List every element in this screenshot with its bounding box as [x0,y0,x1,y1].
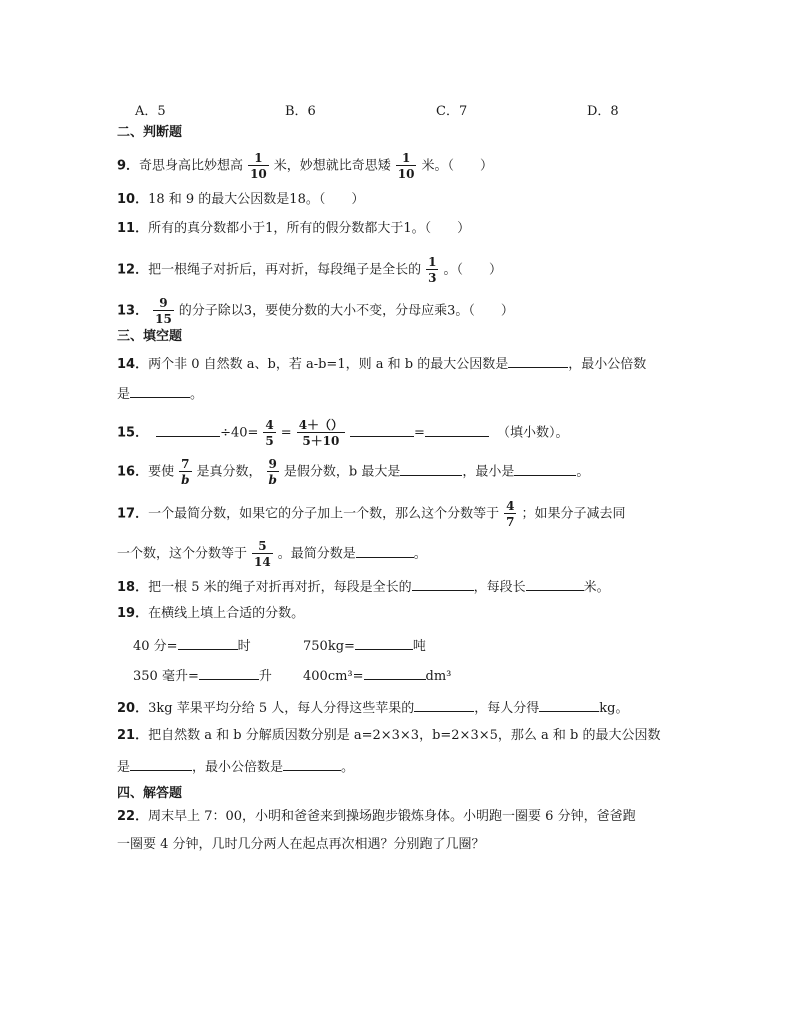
answer-blank[interactable] [355,635,413,650]
question-text: ，每人分得 [474,701,540,716]
question-text: ，最小是 [462,464,515,480]
question-text: dm³ [425,669,452,684]
question-text: kg。 [599,701,629,716]
fraction: $\frac{1}{10}$ [250,151,267,181]
question-text: 是假分数，b 最大是 [283,464,401,480]
question-18 [117,576,610,598]
answer-blank[interactable] [414,697,474,712]
answer-blank[interactable] [283,756,341,771]
answer-blank[interactable] [508,353,568,368]
question-text: 米。（ ） [421,158,493,174]
question-number: 13． [117,303,149,319]
question-text: 。 [576,464,590,480]
question-19-row-2 [133,665,272,687]
question-19-row-2b [303,665,451,687]
answer-blank[interactable] [364,665,426,680]
fraction: $\frac{4+()}{5+10}$ [298,418,344,448]
answer-blank[interactable] [400,461,462,476]
question-text: 3kg 苹果平均分给 5 人，每人分得这些苹果的 [148,701,415,716]
question-text: ，每段长 [473,580,526,595]
question-21 [117,726,660,746]
question-text: = [414,425,425,441]
question-text: 要使 [148,464,175,480]
question-text: 把一根 5 米的绳子对折再对折，每段是全长的 [148,580,412,595]
question-text: 一个最简分数，如果它的分子加上一个数，那么这个分数等于 [148,506,500,522]
question-text: = [280,425,292,441]
question-number: 14． [117,357,149,372]
fraction: $\frac{1}{3}$ [428,255,437,285]
answer-blank[interactable] [350,422,414,437]
question-text: 18 和 9 的最大公因数是18。（ ） [148,192,365,207]
question-number: 9． [117,158,140,174]
option-c: C．7 [436,104,468,119]
question-text: 40 分= [133,639,178,654]
question-text: ÷40= [220,425,259,441]
question-text: 把一根绳子对折后，再对折，每段绳子是全长的 [148,262,422,278]
option-d: D．8 [587,104,619,119]
answer-blank[interactable] [356,543,414,558]
question-text: 两个非 0 自然数 a、b，若 a-b=1，则 a 和 b 的最大公因数是 [148,357,509,372]
section-title-solve: 四、解答题 [117,786,183,801]
question-number: 12． [117,262,149,278]
question-9 [117,151,493,181]
answer-blank[interactable] [412,576,474,591]
question-text: 是真分数， [196,464,262,480]
question-text: 是 [117,387,131,402]
question-text: ，最小公倍数是 [192,760,284,775]
question-14 [117,353,646,375]
question-number: 18． [117,580,149,595]
question-text: 400cm³= [303,669,364,684]
question-number: 22． [117,809,149,824]
question-text: 的分子除以3，要使分数的大小不变，分母应乘3。（ ） [178,303,514,319]
question-text: 。（ ） [443,262,502,278]
question-number: 10． [117,192,149,207]
question-text: 米，妙想就比奇思矮 [273,158,391,174]
question-text: 吨 [412,639,426,654]
question-16 [117,457,589,487]
question-number: 19． [117,606,149,621]
answer-blank[interactable] [539,697,599,712]
question-text: 。 [341,760,355,775]
answer-blank[interactable] [199,665,259,680]
question-11 [117,219,470,239]
fraction: $\frac{7}{b}$ [181,457,190,487]
question-10 [117,190,364,210]
answer-blank[interactable] [156,422,220,437]
option-b: B．6 [285,104,316,119]
question-text: 750kg= [303,639,355,654]
question-text: 升 [258,669,272,684]
question-text: （填小数）。 [496,425,569,441]
question-22-cont [117,835,485,855]
question-text: 一个数，这个分数等于 [117,546,248,562]
fraction: $\frac{9}{b}$ [268,457,277,487]
question-17-cont [117,539,427,569]
fraction: $\frac{5}{14}$ [254,539,271,569]
question-text: 。 [190,387,204,402]
question-text: 是 [117,760,131,775]
question-17 [117,499,625,529]
section-title-judge: 二、判断题 [117,125,183,140]
question-21-cont [117,756,354,778]
question-text: 把自然数 a 和 b 分解质因数分别是 a=2×3×3，b=2×3×5，那么 a 和 b 的最大公因数 [148,728,661,743]
question-19-row-1 [133,635,251,657]
question-number: 15． [117,425,149,441]
question-text: ；如果分子减去同 [521,506,626,522]
fraction: $\frac{4}{5}$ [265,418,274,448]
question-text: 一圈要 4 分钟，几时几分两人在起点再次相遇？分别跑了几圈？ [117,837,485,852]
question-text: 时 [237,639,251,654]
question-22 [117,807,636,827]
question-text: 米。 [583,580,610,595]
question-number: 21． [117,728,149,743]
answer-blank[interactable] [514,461,576,476]
question-12 [117,255,502,285]
question-text: 。最简分数是 [277,546,356,562]
fraction: $\frac{9}{15}$ [155,296,172,326]
answer-blank[interactable] [130,383,190,398]
question-13 [117,296,514,326]
question-19-row-1b [303,635,426,657]
question-20 [117,697,628,719]
question-number: 11． [117,221,149,236]
question-15 [117,418,568,448]
question-text: 在横线上填上合适的分数。 [148,606,305,621]
question-text: 奇思身高比妙想高 [139,158,244,174]
question-text: 所有的真分数都小于1，所有的假分数都大于1。（ ） [148,221,471,236]
question-text: 。 [413,546,427,562]
option-a: A．5 [135,104,166,119]
question-number: 17． [117,506,149,522]
question-text: ，最小公倍数 [568,357,647,372]
question-number: 20． [117,701,149,716]
fraction: $\frac{1}{10}$ [397,151,415,181]
answer-blank[interactable] [130,756,192,771]
answer-blank[interactable] [178,635,238,650]
question-number: 16． [117,464,149,480]
question-14-cont [117,383,203,405]
answer-blank[interactable] [425,422,489,437]
answer-blank[interactable] [526,576,584,591]
question-text: 350 毫升= [133,669,199,684]
question-text: 周末早上 7：00，小明和爸爸来到操场跑步锻炼身体。小明跑一圈要 6 分钟，爸爸跑 [148,809,636,824]
section-title-fill: 三、填空题 [117,329,183,344]
fraction: $\frac{4}{7}$ [506,499,515,529]
question-19 [117,604,304,624]
